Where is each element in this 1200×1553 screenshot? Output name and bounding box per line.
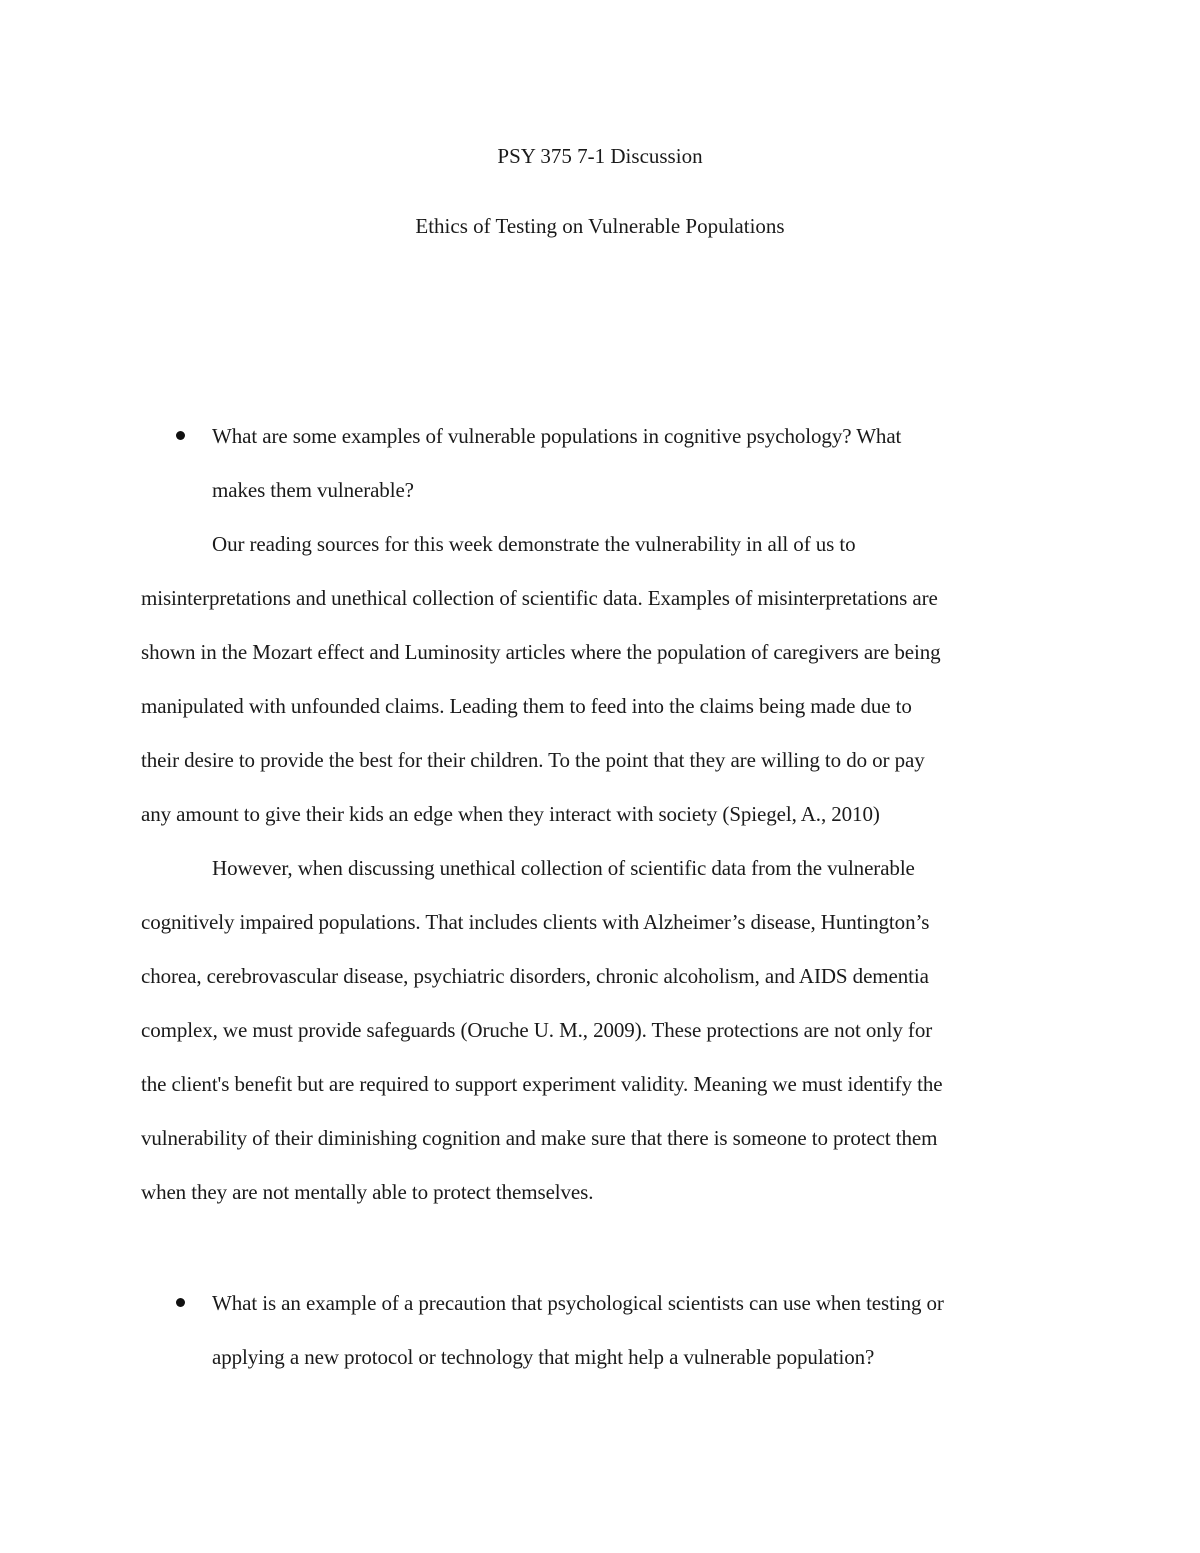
paragraph-2-line-5: the client's benefit but are required to support experiment validity. Meaning we must identify the bbox=[141, 1072, 943, 1096]
question-2-line-1: What is an example of a precaution that psychological scientists can use when testing or bbox=[212, 1291, 944, 1315]
question-1-line-1: What are some examples of vulnerable populations in cognitive psychology? What bbox=[212, 424, 902, 448]
paragraph-1-line-1: Our reading sources for this week demonstrate the vulnerability in all of us to bbox=[212, 532, 856, 556]
paragraph-2-line-3: chorea, cerebrovascular disease, psychiatric disorders, chronic alcoholism, and AIDS dementia bbox=[141, 964, 929, 988]
paragraph-1-line-3: shown in the Mozart effect and Luminosity articles where the population of caregivers are being bbox=[141, 640, 941, 664]
paragraph-2-line-6: vulnerability of their diminishing cognition and make sure that there is someone to protect them bbox=[141, 1126, 938, 1150]
paragraph-1-line-2: misinterpretations and unethical collection of scientific data. Examples of misinterpretations are bbox=[141, 586, 938, 610]
paragraph-2-line-1: However, when discussing unethical collection of scientific data from the vulnerable bbox=[212, 856, 915, 880]
question-1-line-2: makes them vulnerable? bbox=[212, 478, 414, 502]
paragraph-2-line-4: complex, we must provide safeguards (Oruche U. M., 2009). These protections are not only for bbox=[141, 1018, 933, 1042]
paragraph-2-line-2: cognitively impaired populations. That includes clients with Alzheimer’s disease, Huntington’s bbox=[141, 910, 930, 934]
question-2-line-2: applying a new protocol or technology that might help a vulnerable population? bbox=[212, 1345, 875, 1369]
bullet-icon bbox=[176, 1298, 185, 1307]
document-subtitle: Ethics of Testing on Vulnerable Populations bbox=[415, 214, 785, 238]
bullet-icon bbox=[176, 431, 185, 440]
paragraph-1-line-6: any amount to give their kids an edge when they interact with society (Spiegel, A., 2010) bbox=[141, 802, 880, 826]
paragraph-1-line-5: their desire to provide the best for their children. To the point that they are willing to do or pay bbox=[141, 748, 925, 772]
paragraph-2-line-7: when they are not mentally able to protect themselves. bbox=[141, 1180, 594, 1204]
document-title: PSY 375 7-1 Discussion bbox=[497, 144, 703, 168]
paragraph-1-line-4: manipulated with unfounded claims. Leading them to feed into the claims being made due to bbox=[141, 694, 912, 718]
